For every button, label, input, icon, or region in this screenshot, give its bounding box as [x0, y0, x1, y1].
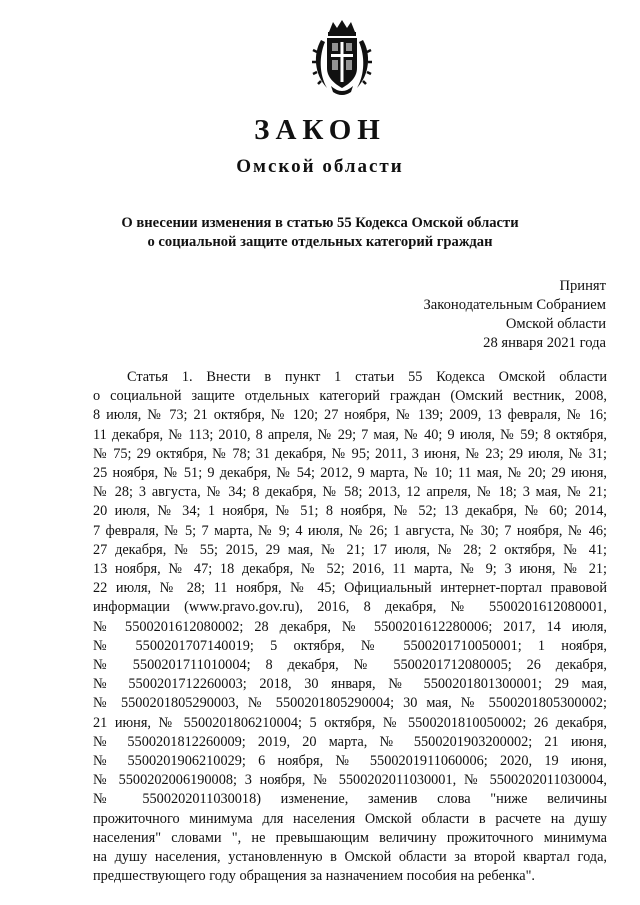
coat-of-arms-emblem	[311, 18, 373, 96]
article-text-line: № 5500201707140019; 5 октября, № 5500201710050001; 1 ноября,	[93, 637, 607, 654]
adoption-line: Законодательным Собранием	[423, 297, 606, 313]
article-text-line: 20 июля, № 34; 1 ноября, № 51; 8 ноября, № 52; 13 декабря, № 60; 2014,	[93, 503, 607, 520]
article-text-line: прожиточного минимума для населения Омской области в расчете на душу	[93, 810, 607, 827]
article-text-line: 27 декабря, № 55; 2015, 29 мая, № 21; 17 июля, № 28; 2 октября, № 41;	[93, 541, 607, 558]
article-text-line: о социальной защите отдельных категорий граждан (Омский вестник, 2008,	[93, 388, 607, 405]
article-text-line: № 28; 3 августа, № 34; 8 декабря, № 58; 2013, 12 апреля, № 18; 3 мая, № 21;	[93, 484, 607, 501]
article-text-line: населения" словами ", не превышающим величину прожиточного минимума	[93, 829, 607, 846]
article-text-line: 25 ноября, № 51; 9 декабря, № 54; 2012, 9 марта, № 10; 11 мая, № 20; 29 июня,	[93, 465, 607, 482]
adoption-line: Омской области	[505, 316, 606, 332]
adoption-date: 28 января 2021 года	[483, 335, 606, 351]
subject-line: О внесении изменения в статью 55 Кодекса Омской области	[121, 215, 519, 231]
article-text-line: 11 декабря, № 113; 2010, 8 апреля, № 29; 7 мая, № 40; 9 июля, № 59; 8 октября,	[93, 426, 607, 443]
document-region: Омской области	[236, 156, 404, 177]
article-text-line: 22 июля, № 28; 11 ноября, № 45; Официальный интернет-портал правовой	[93, 580, 607, 597]
article-text-line: № 5500201711010004; 8 декабря, № 5500201712080005; 26 декабря,	[93, 657, 607, 674]
article-1-text	[93, 368, 607, 886]
article-text-line: № 5500201906210029; 6 ноября, № 5500201911060006; 2020, 19 июня,	[93, 753, 607, 770]
article-text-line: № 5500201812260009; 2019, 20 марта, № 5500201903200002; 21 июня,	[93, 733, 607, 750]
document-title: ЗАКОН	[254, 114, 386, 146]
article-text-line: 7 февраля, № 5; 7 марта, № 9; 4 июля, № 26; 1 августа, № 30; 7 ноября, № 46;	[93, 522, 607, 539]
law-subject	[0, 214, 640, 252]
adoption-line: Принят	[559, 278, 606, 294]
article-text-line: Статья 1. Внести в пункт 1 статьи 55 Кодекса Омской области	[127, 369, 607, 385]
article-text-line: № 5500201612080002; 28 декабря, № 5500201612280006; 2017, 14 июля,	[93, 618, 607, 635]
subject-line: о социальной защите отдельных категорий граждан	[147, 234, 493, 250]
article-text-line: предшествующего году обращения за назначением пособия на ребенка".	[93, 868, 535, 885]
article-text-line: № 5500201712260003; 2018, 30 января, № 5500201801300001; 29 мая,	[93, 676, 607, 693]
article-text-line: 21 июня, № 5500201806210004; 5 октября, № 5500201810050002; 26 декабря,	[93, 714, 607, 731]
article-text-line: № 5500202006190008; 3 ноября, № 5500202011030001, № 5500202011030004,	[93, 772, 607, 789]
article-text-line: информации (www.pravo.gov.ru), 2016, 8 декабря, № 5500201612080001,	[93, 599, 607, 616]
article-text-line: № 75; 29 октября, № 78; 31 декабря, № 95; 2011, 3 июня, № 23; 29 июля, № 31;	[93, 445, 607, 462]
article-text-line: на душу населения, установленную в Омской области за второй квартал года,	[93, 849, 607, 866]
article-text-line: № 5500202011030018) изменение, заменив слова "ниже величины	[93, 791, 607, 808]
article-text-line: 8 июля, № 73; 21 октября, № 120; 27 ноября, № 139; 2009, 13 февраля, № 16;	[93, 407, 607, 424]
article-text-line: № 5500201805290003, № 5500201805290004; 30 мая, № 5500201805300002;	[93, 695, 607, 712]
adoption-block	[424, 277, 607, 353]
article-text-line: 13 ноября, № 47; 18 декабря, № 52; 2016, 11 марта, № 9; 3 июня, № 21;	[93, 561, 607, 578]
